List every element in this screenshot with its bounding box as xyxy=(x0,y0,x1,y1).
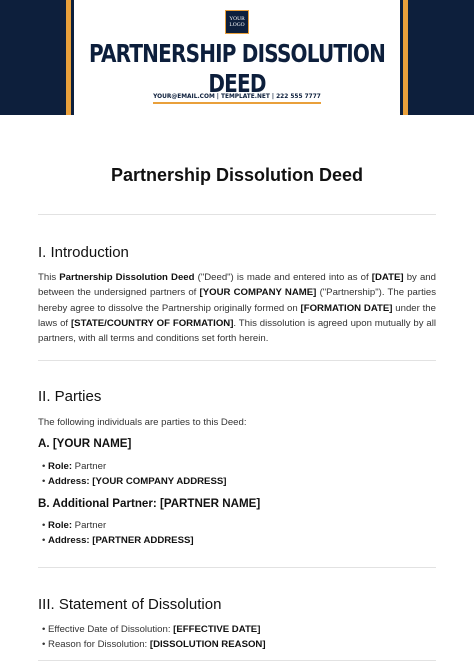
list-item: • Role: Partner xyxy=(42,460,226,475)
parties-lead: The following individuals are parties to this Deed: xyxy=(38,417,247,428)
section-heading-introduction: I. Introduction xyxy=(38,244,129,261)
dissolution-details xyxy=(42,623,266,652)
divider xyxy=(38,360,436,361)
section-heading-parties: II. Parties xyxy=(38,388,102,405)
introduction-paragraph: This Partnership Dissolution Deed ("Deed") is made and entered into as of [DATE] by and between the undersigned partners of [YOUR COMPANY NAME] ("Partnership"). The parties hereby agree to dissolve the Partnership originally formed on [FORMATION DATE] under the laws of [STATE/COUNTRY OF FORMATION]. This dissolution is agreed upon mutually by all partners, with all terms and conditions set forth herein. xyxy=(38,272,437,345)
list-item: • Role: Partner xyxy=(42,519,194,534)
party-b-heading: B. Additional Partner: [PARTNER NAME] xyxy=(38,497,261,510)
document-title: Partnership Dissolution Deed xyxy=(110,165,364,185)
company-logo xyxy=(225,10,249,34)
contact-line: YOUR@EMAIL.COM | TEMPLATE.NET | 222 555 7777 xyxy=(153,92,321,104)
party-a-details xyxy=(42,460,226,489)
list-item: • Reason for Dissolution: [DISSOLUTION REASON] xyxy=(42,638,266,653)
accent-stripe-right xyxy=(403,0,408,115)
list-item: • Address: [YOUR COMPANY ADDRESS] xyxy=(42,475,226,490)
party-b-details xyxy=(42,519,194,548)
list-item: • Address: [PARTNER ADDRESS] xyxy=(42,534,194,549)
list-item: • Effective Date of Dissolution: [EFFECTIVE DATE] xyxy=(42,623,266,638)
accent-stripe-left xyxy=(66,0,71,115)
logo-text: YOUR LOGO xyxy=(229,16,245,28)
banner-title: PARTNERSHIP DISSOLUTION DEED xyxy=(88,38,386,98)
banner-contact xyxy=(74,92,400,104)
party-a-heading: A. [YOUR NAME] xyxy=(38,437,132,450)
divider xyxy=(38,214,436,215)
section-heading-dissolution: III. Statement of Dissolution xyxy=(38,596,222,613)
divider xyxy=(38,660,436,661)
divider xyxy=(38,567,436,568)
